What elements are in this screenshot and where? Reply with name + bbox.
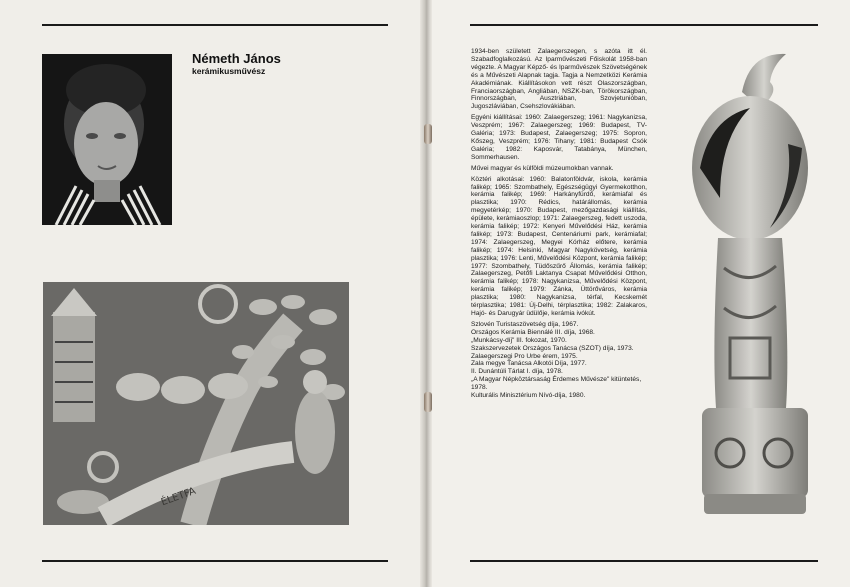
award-item: Országos Kerámia Biennálé III. díja, 1968. [471,328,595,336]
artist-profession: kerámikusművész [192,66,266,76]
staple-bottom [424,392,432,412]
top-rule-left [42,24,388,26]
top-rule-right [470,24,818,26]
award-item: Zala megye Tanácsa Alkotói Díja, 1977. [471,360,587,368]
ceramic-relief-photo [43,282,349,525]
artist-name: Németh János [192,51,281,66]
bottom-rule-right [470,560,818,562]
staple-top [424,124,432,144]
bio-paragraph: Köztéri alkotásai: 1960: Balatonföldvár, iskola, kerámia falikép; 1965: Szombathely, Egészségügyi Gyermekotthon, kerámia falikép; 1969: Harkányfürdő, kerámiafal és plasztika; 1970: Rédics, határállomás, kerámia megyetérkép; 1970: Budapest, mezőgazdasági kiállítás, épülete, kerámiaoszlop; 1971: Zalaegerszeg, fedett uszoda, kerámia falikép; 1972: Kenyeri Művelődési Ház, kerámia falikép; 1973: Budapest, Centenáriumi park, kerámiafal; 1974: Zalaegerszeg, Megyei Kórház előtere, kerámia falikép; 1974: Helsinki, Magyar Nagykövetség, kerámia plasztika; 1976: Lenti, Művelődési Központ, kerámia falikép; 1977: Szombathely, Tüdőszűrő Állomás, kerámia falikép; Zalaegerszeg, Petőfi Laktanya Csapat Művelődési Otthon, kerámia falikép; 1978: Nagykanizsa, Művelődési Központ, kerámia falikép; 1979: Zánka, Úttörőváros, kerámia plasztika; 1980: Nagykanizsa, térfal, Kecskemét térplasztika; 1981: Új-Delhi, térplasztika; 1982: Zalakaros, Hajó- és Darugyár üdülője, kerámia ivókút. [471,175,647,317]
artist-portrait-photo [42,54,172,225]
bottom-rule-left [42,560,388,562]
awards-list [471,321,647,400]
bio-paragraph: Egyéni kiállításai: 1960: Zalaegerszeg; 1961: Nagykanizsa, Veszprém; 1967: Zalaegerszeg; 1969: Budapest, TV-Galéria; 1973: Budapest, Zalaegerszeg; 1975: Sopron, Kőszeg, Veszprém; 1976: Tihany; 1981: Budapest Csók Galéria; 1982: Kaposvár, Tatabánya, München, Sommerhausen. [471,114,647,161]
award-item: Zalaegerszegi Pro Urbe érem, 1975. [471,352,578,360]
book-spine [420,0,432,587]
biography-column [471,48,647,400]
bio-paragraph: 1934-ben született Zalaegerszegen, s azóta itt él. Szabadfoglalkozású. Az Iparművészeti Főiskolát 1958-ban végezte. A Magyar Képző- és Iparművészek Szövetségének és a Művészeti Alapnak tagja. Tagja a Nemzetközi Kerámia Akadémiának. Kiállításokon vett részt Olaszországban, Franciaországban, Angliában, NSZK-ban, Törökországban, Finnországban, Ausztriában, Szovjetunióban, Jugoszláviában, Csehszlovákiában. [471,48,647,111]
award-item: Szakszervezetek Országos Tanácsa (SZOT) díja, 1973. [471,344,634,352]
award-item: „A Magyar Népköztársaság Érdemes Művésze" kitüntetés, 1978. [471,376,642,392]
award-item: Szlovén Turistaszövetség díja, 1967. [471,320,579,328]
award-item: „Munkácsy-díj" III. fokozat, 1970. [471,336,567,344]
award-item: Kulturális Minisztérium Nívó-díja, 1980. [471,392,586,400]
award-item: II. Dunántúli Tárlat I. díja, 1978. [471,368,563,376]
relief-inscription-text: ÉLETFA [159,485,198,509]
bio-paragraph: Művei magyar és külföldi múzeumokban vannak. [471,164,614,172]
ceramic-sculpture-photo [690,48,820,518]
